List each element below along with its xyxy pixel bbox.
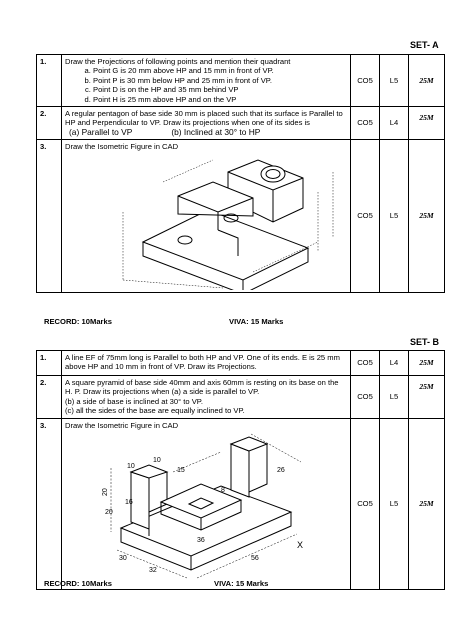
question-line: HP and Perpendicular to VP. Draw its projections when one of its sides is <box>65 118 310 128</box>
table-row <box>37 419 445 590</box>
marks: 25M <box>409 107 445 140</box>
course-outcome: CO5 <box>351 107 380 140</box>
list-item: c. Point D is on the HP and 35 mm behind VP <box>93 85 347 94</box>
bloom-level: L5 <box>380 55 409 107</box>
bloom-level: L5 <box>380 376 409 419</box>
table-row <box>37 376 445 419</box>
dimension-label: 36 <box>197 537 205 545</box>
question-line: H. P. Draw its projections when (a) a side is parallel to VP. <box>65 387 260 397</box>
question-title: Draw the Isometric Figure in CAD <box>65 421 179 430</box>
view-direction-mark: X <box>297 540 304 551</box>
list-item: a. Point G is 20 mm above HP and 15 mm in front of VP. <box>93 66 347 75</box>
list-item: b. Point P is 30 mm below HP and 25 mm in front of VP. <box>93 76 347 85</box>
dimension-label: 26 <box>277 467 285 475</box>
option-b: (b) Inclined at 30° to HP <box>171 126 261 137</box>
table-row <box>37 351 445 376</box>
bloom-level: L4 <box>380 351 409 376</box>
marks: 25M <box>409 376 445 419</box>
dimension-label: 30 <box>119 555 127 563</box>
isometric-figure-b <box>101 432 311 580</box>
question-text <box>62 107 351 140</box>
set-a-label: SET- A <box>410 40 439 50</box>
bloom-level: L4 <box>380 107 409 140</box>
list-item: d. Point H is 25 mm above HP and on the VP <box>93 95 347 104</box>
question-line: (b) a side of base is inclined at 30° to VP. <box>65 396 203 406</box>
dimension-label: 20 <box>102 488 109 497</box>
question-number: 3. <box>37 419 62 590</box>
dimension-label: 8 <box>221 487 225 495</box>
question-number: 2. <box>37 376 62 419</box>
dimension-label: 15 <box>177 467 185 475</box>
bloom-level: L5 <box>380 419 409 590</box>
question-line: A line EF of 75mm long is Parallel to both HP and VP. One of its ends. E is 25 mm <box>65 353 340 362</box>
question-number: 1. <box>37 351 62 376</box>
dimension-label: 16 <box>125 499 133 507</box>
question-text <box>62 55 351 107</box>
dimension-label: 32 <box>149 567 157 575</box>
record-marks-a: RECORD: 10Marks <box>44 317 112 326</box>
table-row <box>37 55 445 107</box>
course-outcome: CO5 <box>351 140 380 292</box>
set-a-question-table <box>36 54 445 293</box>
question-line: A regular pentagon of base side 30 mm is placed such that its surface is Parallel to <box>65 109 343 119</box>
isometric-figure-a <box>103 152 353 290</box>
question-text <box>62 419 351 590</box>
question-text <box>62 140 351 292</box>
dimension-label: 10 <box>127 463 135 471</box>
marks: 25M <box>409 55 445 107</box>
marks: 25M <box>409 140 445 292</box>
viva-marks-a: VIVA: 15 Marks <box>229 317 284 326</box>
table-row <box>37 140 445 292</box>
course-outcome: CO5 <box>351 376 380 419</box>
question-line: above HP and 10 mm in front of VP. Draw its Projections. <box>65 362 257 372</box>
question-number: 2. <box>37 107 62 140</box>
course-outcome: CO5 <box>351 55 380 107</box>
bloom-level: L5 <box>380 140 409 292</box>
option-a: (a) Parallel to VP <box>69 126 133 137</box>
sub-question-list <box>65 66 347 104</box>
question-options <box>65 128 347 137</box>
marks: 25M <box>409 419 445 590</box>
question-line: A square pyramid of base side 40mm and axis 60mm is resting on its base on the <box>65 378 339 387</box>
table-row <box>37 107 445 140</box>
course-outcome: CO5 <box>351 419 380 590</box>
set-b-question-table <box>36 350 445 590</box>
marks: 25M <box>409 351 445 376</box>
viva-marks-b: VIVA: 15 Marks <box>214 579 269 588</box>
course-outcome: CO5 <box>351 351 380 376</box>
dimension-label: 10 <box>153 457 161 465</box>
question-number: 1. <box>37 55 62 107</box>
dimension-label: 56 <box>251 555 259 563</box>
question-title: Draw the Projections of following points and mention their quadrant <box>65 57 291 66</box>
question-line: (c) all the sides of the base are equally inclined to VP. <box>65 406 245 416</box>
set-b-label: SET- B <box>410 337 440 347</box>
question-text <box>62 351 351 376</box>
question-title: Draw the Isometric Figure in CAD <box>65 142 179 152</box>
record-marks-b: RECORD: 10Marks <box>44 579 112 588</box>
question-number: 3. <box>37 140 62 292</box>
dimension-label: 20 <box>105 509 113 517</box>
question-text <box>62 376 351 419</box>
